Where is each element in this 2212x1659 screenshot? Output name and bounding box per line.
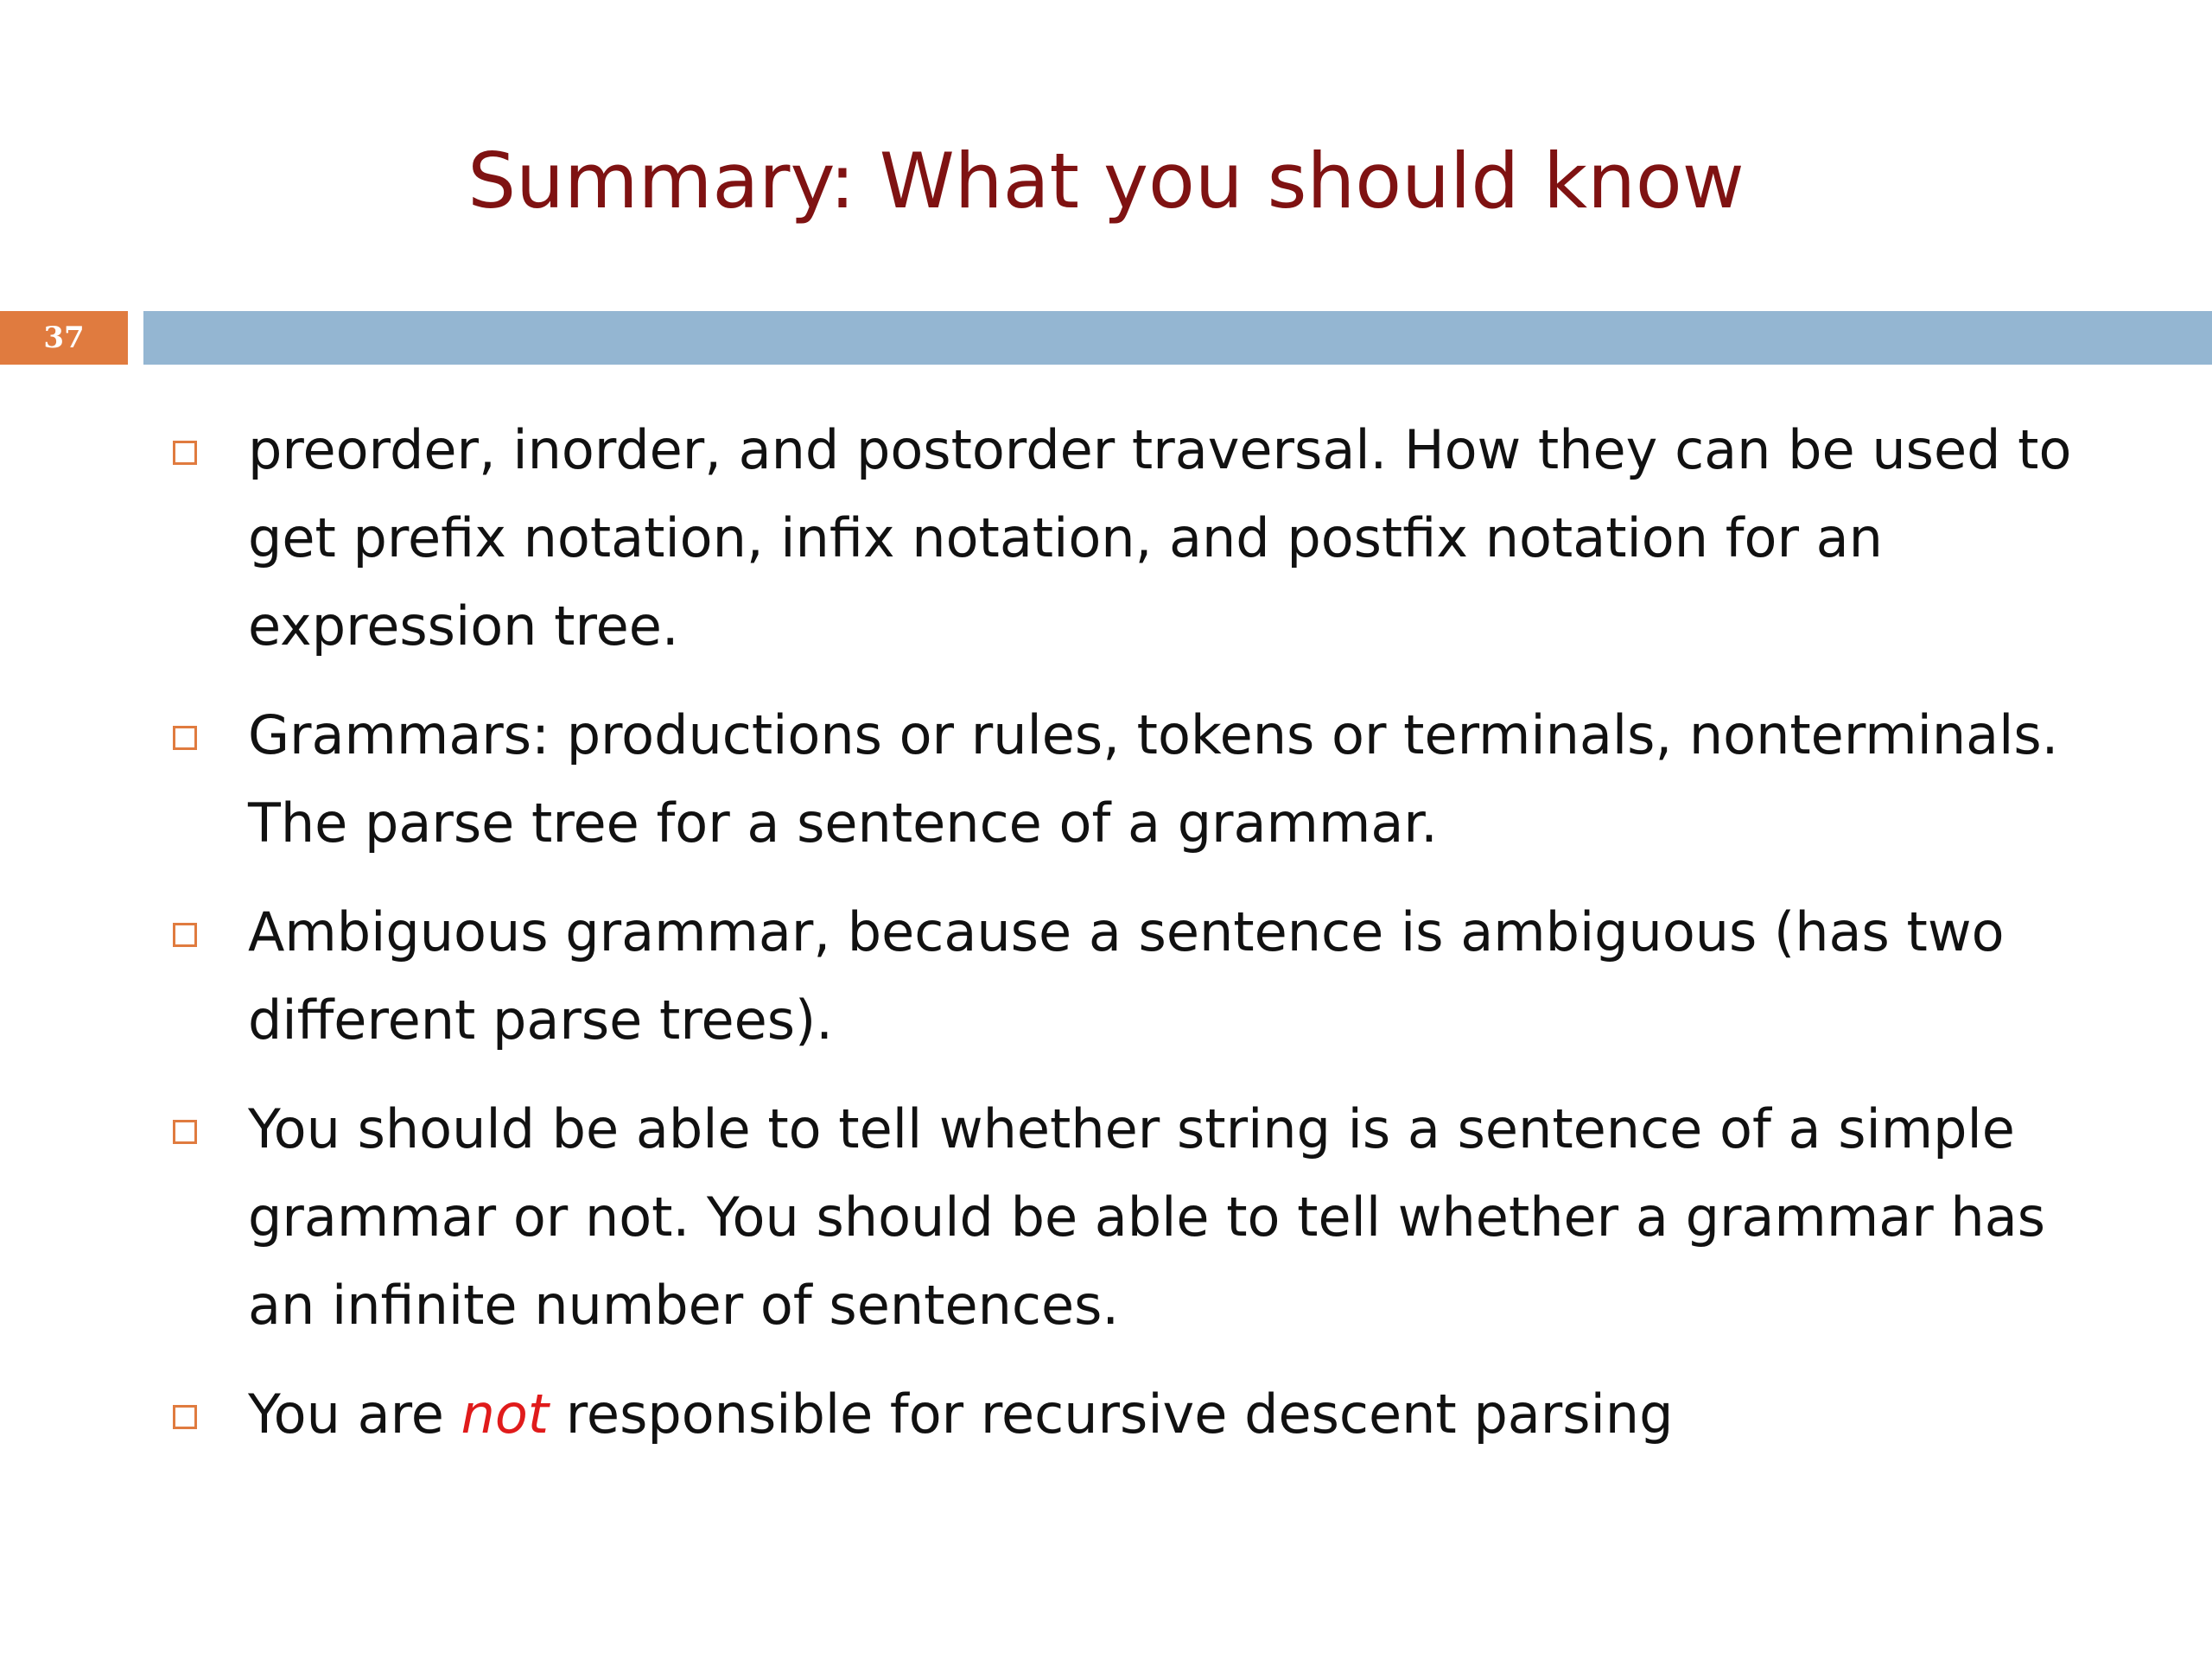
square-bullet-icon (173, 441, 197, 465)
bullet-item (173, 1085, 2108, 1350)
bullet-text: You should be able to tell whether string is a sentence of a simple grammar or not. You should be able to tell whether a grammar has an infinite number of sentences. (248, 1097, 2045, 1337)
slide-title: Summary: What you should know (467, 137, 1745, 226)
bullet-text: preorder, inorder, and postorder traversal. How they can be used to get prefix notation, infix notation, and postfix notation for an expression tree. (248, 418, 2072, 658)
square-bullet-icon (173, 1120, 197, 1144)
square-bullet-icon (173, 1405, 197, 1429)
bullet-text: Grammars: productions or rules, tokens or terminals, nonterminals. The parse tree for a sentence of a grammar. (248, 703, 2059, 855)
bullet-text-after: responsible for recursive descent parsing (549, 1382, 1674, 1446)
bullet-text: Ambiguous grammar, because a sentence is ambiguous (has two different parse trees). (248, 900, 2005, 1052)
square-bullet-icon (173, 726, 197, 750)
bullet-item (173, 888, 2108, 1065)
bullet-item (173, 691, 2108, 868)
bullet-list (173, 406, 2108, 1479)
bullet-item (173, 406, 2108, 671)
bullet-text-before: You are (248, 1382, 461, 1446)
square-bullet-icon (173, 923, 197, 947)
title-underline-bar (143, 311, 2212, 365)
bullet-text-emphasis: not (461, 1382, 550, 1446)
slide-number-badge: 37 (0, 311, 128, 365)
bullet-item (173, 1370, 2108, 1459)
